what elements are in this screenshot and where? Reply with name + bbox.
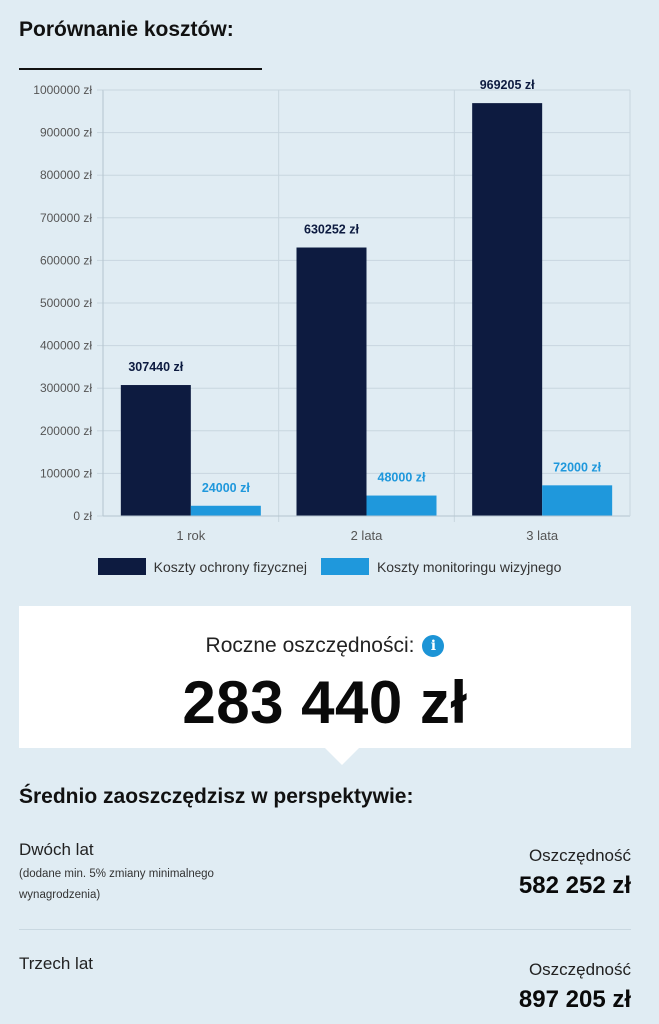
- y-tick-label: 1000000 zł: [33, 83, 92, 97]
- legend-swatch-monitoring: [321, 558, 369, 575]
- bar-physical: [121, 385, 191, 516]
- data-label: 48000 zł: [377, 470, 426, 485]
- row-amount: 897 205 zł: [518, 986, 631, 1013]
- legend-item-monitoring[interactable]: [321, 558, 561, 575]
- legend-swatch-physical: [98, 558, 146, 575]
- y-tick-label: 100000 zł: [39, 466, 92, 481]
- annual-savings-label: Roczne oszczędności:: [205, 634, 415, 657]
- bar-monitoring: [191, 506, 261, 516]
- data-label: 72000 zł: [553, 460, 602, 475]
- row-note-line: (dodane min. 5% zmiany minimalnego: [19, 868, 214, 880]
- y-tick-label: 200000 zł: [39, 423, 92, 438]
- annual-savings-card: [19, 606, 631, 748]
- bar-monitoring: [542, 485, 612, 516]
- row-savings: [519, 846, 631, 900]
- row-savings: [519, 960, 631, 1014]
- bar-physical: [472, 103, 542, 516]
- bar-monitoring: [367, 496, 437, 516]
- x-tick-label: 2 lata: [350, 528, 383, 543]
- chart-legend: [0, 558, 659, 575]
- legend-label-physical: Koszty ochrony fizycznej: [153, 558, 307, 575]
- x-tick-label: 3 lata: [526, 528, 559, 543]
- annual-savings-value: 283 440 zł: [182, 669, 468, 736]
- y-tick-label: 800000 zł: [39, 168, 92, 183]
- bar-physical: [297, 248, 367, 516]
- info-icon[interactable]: i: [422, 635, 444, 657]
- row-label: Trzech lat: [19, 954, 94, 973]
- card-pointer: [325, 748, 359, 765]
- row-caption: Oszczędność: [528, 846, 631, 865]
- legend-item-physical[interactable]: [98, 558, 307, 575]
- y-tick-label: 0 zł: [73, 509, 92, 523]
- data-label: 24000 zł: [201, 480, 250, 495]
- perspective-row-three-years: [19, 954, 631, 1013]
- legend-label-monitoring: Koszty monitoringu wizyjnego: [376, 558, 562, 575]
- perspective-row-two-years: [19, 840, 631, 906]
- x-tick-label: 1 rok: [176, 528, 206, 543]
- data-label: 630252 zł: [304, 222, 359, 237]
- row-label: Dwóch lat: [19, 840, 94, 859]
- y-tick-label: 300000 zł: [39, 381, 92, 396]
- y-tick-label: 700000 zł: [39, 210, 92, 225]
- y-tick-label: 900000 zł: [39, 125, 92, 140]
- y-tick-label: 500000 zł: [39, 296, 92, 310]
- data-label: 307440 zł: [128, 360, 184, 375]
- row-divider: [19, 929, 631, 930]
- row-amount: 582 252 zł: [518, 872, 631, 899]
- perspective-title: Średnio zaoszczędzisz w perspektywie:: [19, 785, 414, 808]
- y-tick-label: 600000 zł: [39, 253, 92, 268]
- page-title: Porównanie kosztów:: [19, 18, 234, 41]
- row-note-line: wynagrodzenia): [19, 889, 101, 901]
- annual-savings-label-row: [19, 634, 631, 658]
- row-caption: Oszczędność: [528, 960, 631, 979]
- y-tick-label: 400000 zł: [39, 338, 92, 353]
- data-label: 969205 zł: [479, 78, 535, 93]
